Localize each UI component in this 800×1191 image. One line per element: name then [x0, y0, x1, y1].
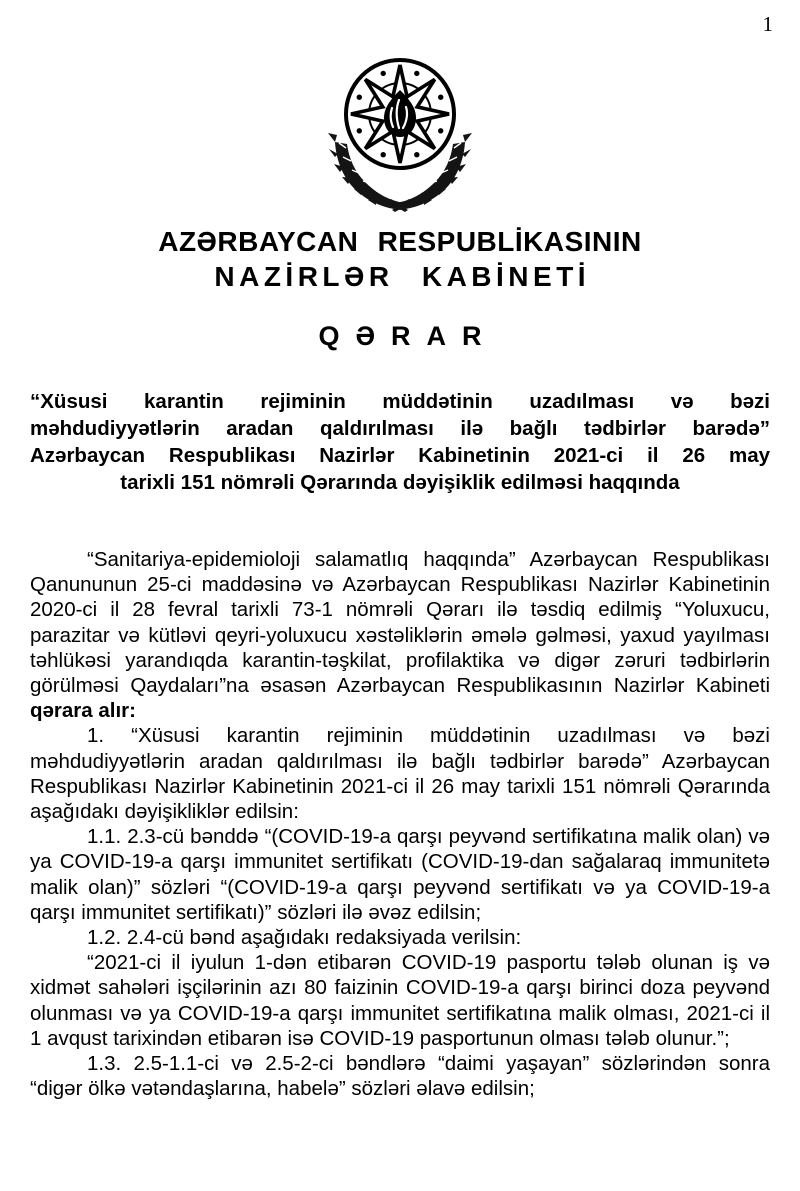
heading-line: “Xüsusi karantin rejiminin müddətinin uzadılması və bəzi — [30, 390, 770, 413]
document-body — [30, 547, 770, 1101]
paragraph-item-1-2-quoted-text: “2021-ci il iyulun 1-dən etibarən COVID-19 pasportu tələb olunan iş və xidmət sahələri işçilərinin azı 80 faizinin COVID-19-a qarşı birinci doza peyvənd olunması və ya COVID-19-a qarşı immunitet sertifikatına malik olması, 2021-ci il 1 avqust tarixindən etibarən isə COVID-19 pasportunun olması tələb olunur.”; — [30, 951, 770, 1050]
paragraph-item-1-2: 1.2. 2.4-cü bənd aşağıdakı redaksiyada verilsin: — [87, 926, 522, 950]
document-heading — [30, 388, 770, 496]
document-title-block — [0, 224, 800, 352]
paragraph-preamble — [30, 547, 770, 723]
heading-line: tarixli 151 nömrəli Qərarında dəyişiklik edilməsi haqqında — [120, 471, 680, 494]
paragraph-preamble-text: “Sanitariya-epidemioloji salamatlıq haqqında” Azərbaycan Respublikası Qanununun 25-ci maddəsinə və Azərbaycan Respublikası Nazirlər Kabinetinin 2020-ci il 28 fevral tarixli 73-1 nömrəli Qərarı ilə təsdiq edilmiş “Yoluxucu, parazitar və kütləvi qeyri-yoluxucu xəstəliklərin əmələ gəlməsi, yaxud yayılması təhlükəsi yarandıqda karantin-təşkilat, profilaktika və digər zəruri tədbirlərin görülməsi Qaydaları”na əsasən Azərbaycan Respublikasının Nazirlər Kabineti — [30, 548, 770, 698]
azerbaijan-coat-of-arms-icon — [0, 50, 800, 217]
paragraph-item-1: 1. “Xüsusi karantin rejiminin müddətinin uzadılması və bəzi məhdudiyyətlərin aradan qaldırılması ilə bağlı tədbirlər barədə” Azərbaycan Respublikası Nazirlər Kabinetinin 2021-ci il 26 may tarixli 151 nömrəli Qərarında aşağıdakı dəyişikliklər edilsin: — [30, 724, 770, 824]
paragraph-item-1-1: 1.1. 2.3-cü bənddə “(COVID-19-a qarşı peyvənd sertifikatına malik olan) və ya COVID-19-a qarşı immunitet sertifikatı (COVID-19-dan sağalaraq immunitetə malik olan)” sözləri “(COVID-19-a qarşı peyvənd sertifikatı və ya COVID-19-a qarşı immunitet sertifikatı)” sözləri ilə əvəz edilsin; — [30, 825, 770, 924]
decree-type-title: QƏRAR — [318, 321, 498, 351]
institution-name-line2: NAZİRLƏR KABİNETİ — [214, 261, 591, 292]
resolution-phrase: qərara alır: — [30, 699, 136, 723]
institution-name-line1: AZƏRBAYCAN RESPUBLİKASININ — [158, 226, 642, 257]
paragraph-item-1-3: 1.3. 2.5-1.1-ci və 2.5-2-ci bəndlərə “daimi yaşayan” sözlərindən sonra “digər ölkə vətəndaşlarına, habelə” sözləri əlavə edilsin; — [30, 1052, 770, 1101]
page-number: 1 — [762, 12, 773, 36]
heading-line: məhdudiyyətlərin aradan qaldırılması ilə bağlı tədbirlər barədə” — [30, 417, 770, 440]
heading-line: Azərbaycan Respublikası Nazirlər Kabinetinin 2021-ci il 26 may — [30, 444, 770, 467]
